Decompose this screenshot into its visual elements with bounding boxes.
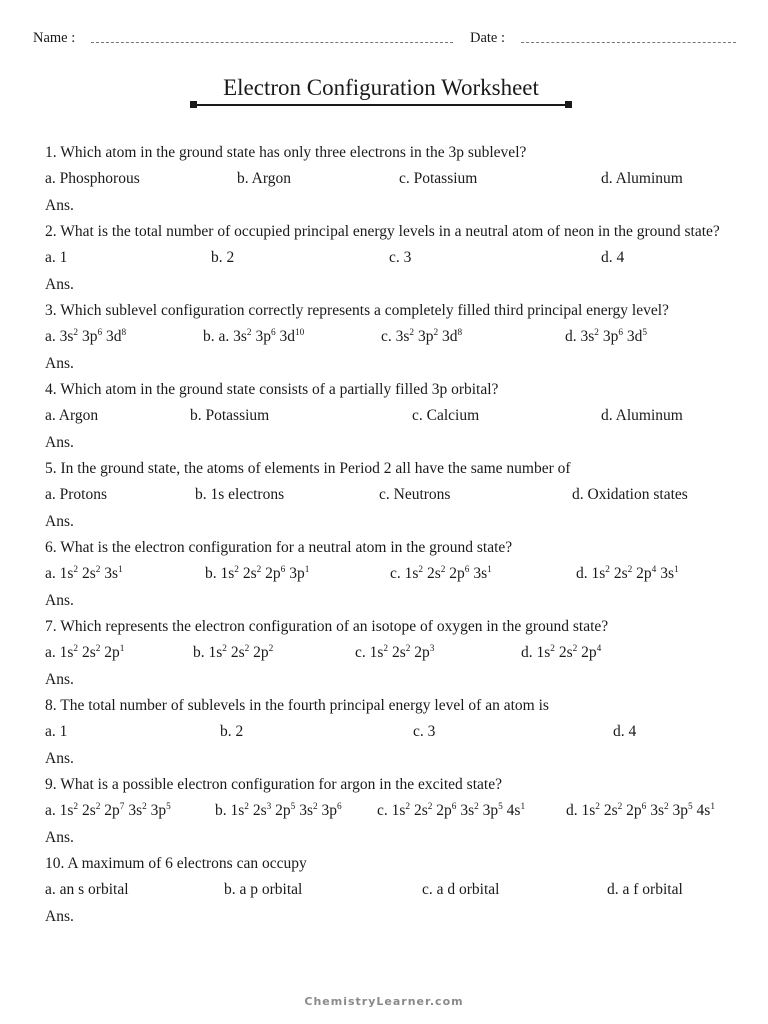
option-b[interactable]: b. a p orbital <box>224 881 303 898</box>
option-a[interactable]: a. Argon <box>45 407 99 424</box>
question-text: 6. What is the electron configuration for a neutral atom in the ground state? <box>45 539 513 556</box>
option-d[interactable]: d. Aluminum <box>601 407 683 424</box>
question-text: 2. What is the total number of occupied principal energy levels in a neutral atom of neon in the ground state? <box>45 223 720 240</box>
option-d[interactable]: d. Oxidation states <box>572 486 688 503</box>
options-row <box>45 328 740 348</box>
title-block <box>190 74 572 110</box>
question-8 <box>45 696 740 768</box>
question-1 <box>45 143 740 215</box>
option-d[interactable]: d. 4 <box>601 249 625 266</box>
options-row <box>45 170 740 190</box>
options-row <box>45 723 740 743</box>
option-b[interactable]: b. 2 <box>220 723 244 740</box>
answer-label: Ans. <box>45 513 74 530</box>
question-9 <box>45 775 740 847</box>
option-d[interactable]: d. a f orbital <box>607 881 683 898</box>
footer-brand: ChemistryLearner.com <box>304 995 464 1008</box>
option-a[interactable]: a. $1s^2$ $2s^2$ $2p^1$ <box>45 643 125 661</box>
option-c[interactable]: c. a d orbital <box>422 881 500 898</box>
title-underline <box>194 104 566 106</box>
question-10 <box>45 854 740 926</box>
question-list <box>45 143 740 933</box>
answer-label: Ans. <box>45 750 74 767</box>
answer-label: Ans. <box>45 355 74 372</box>
question-2 <box>45 222 740 294</box>
question-5 <box>45 459 740 531</box>
option-a[interactable]: a. 1 <box>45 249 68 266</box>
option-b[interactable]: b. a. $3s^2$ $3p^6$ $3d^{10}$ <box>203 327 305 345</box>
answer-label: Ans. <box>45 829 74 846</box>
options-row <box>45 407 740 427</box>
option-a[interactable]: a. $1s^2$ $2s^2$ $2p^7$ $3s^2$ $3p^5$ <box>45 801 171 819</box>
name-label: Name : <box>33 30 76 46</box>
option-c[interactable]: c. Neutrons <box>379 486 451 503</box>
date-field[interactable] <box>521 42 736 43</box>
question-7 <box>45 617 740 689</box>
underline-endcap-left <box>190 101 197 108</box>
option-c[interactable]: c. 3 <box>389 249 412 266</box>
answer-label: Ans. <box>45 434 74 451</box>
answer-label: Ans. <box>45 276 74 293</box>
option-a[interactable]: a. Protons <box>45 486 107 503</box>
question-text: 9. What is a possible electron configuration for argon in the excited state? <box>45 776 502 793</box>
option-c[interactable]: c. Calcium <box>412 407 480 424</box>
question-4 <box>45 380 740 452</box>
question-text: 1. Which atom in the ground state has only three electrons in the 3p sublevel? <box>45 144 527 161</box>
option-c[interactable]: c. 3 <box>413 723 436 740</box>
option-d[interactable]: d. Aluminum <box>601 170 683 187</box>
page-title: Electron Configuration Worksheet <box>223 75 539 100</box>
option-b[interactable]: b. Potassium <box>190 407 270 424</box>
option-b[interactable]: b. $1s^2$ $2s^3$ $2p^5$ $3s^2$ $3p^6$ <box>215 801 342 819</box>
option-c[interactable]: c. $3s^2$ $3p^2$ $3d^8$ <box>381 327 463 345</box>
question-text: 8. The total number of sublevels in the fourth principal energy level of an atom is <box>45 697 549 714</box>
options-row <box>45 486 740 506</box>
option-a[interactable]: a. an s orbital <box>45 881 129 898</box>
option-b[interactable]: b. 2 <box>211 249 235 266</box>
option-b[interactable]: b. $1s^2$ $2s^2$ $2p^6$ $3p^1$ <box>205 564 310 582</box>
question-text: 5. In the ground state, the atoms of elements in Period 2 all have the same number of <box>45 460 571 477</box>
options-row <box>45 249 740 269</box>
question-text: 3. Which sublevel configuration correctly represents a completely filled third principal energy level? <box>45 302 669 319</box>
options-row <box>45 565 740 585</box>
option-d[interactable]: d. $3s^2$ $3p^6$ $3d^5$ <box>565 327 648 345</box>
option-b[interactable]: b. Argon <box>237 170 291 187</box>
option-b[interactable]: b. $1s^2$ $2s^2$ $2p^2$ <box>193 643 274 661</box>
question-3 <box>45 301 740 373</box>
option-c[interactable]: c. $1s^2$ $2s^2$ $2p^3$ <box>355 643 435 661</box>
option-c[interactable]: c. $1s^2$ $2s^2$ $2p^6$ $3s^1$ <box>390 564 492 582</box>
option-a[interactable]: a. $1s^2$ $2s^2$ $3s^1$ <box>45 564 123 582</box>
options-row <box>45 644 740 664</box>
question-6 <box>45 538 740 610</box>
header <box>33 30 738 52</box>
question-text: 7. Which represents the electron configuration of an isotope of oxygen in the ground state? <box>45 618 609 635</box>
date-label: Date : <box>470 30 506 46</box>
option-d[interactable]: d. $1s^2$ $2s^2$ $2p^4$ <box>521 643 602 661</box>
option-d[interactable]: d. $1s^2$ $2s^2$ $2p^6$ $3s^2$ $3p^5$ $4s^1$ <box>566 801 715 819</box>
option-b[interactable]: b. 1s electrons <box>195 486 285 503</box>
answer-label: Ans. <box>45 671 74 688</box>
options-row <box>45 802 740 822</box>
answer-label: Ans. <box>45 197 74 214</box>
option-d[interactable]: d. 4 <box>613 723 637 740</box>
name-field[interactable] <box>91 42 453 43</box>
underline-endcap-right <box>565 101 572 108</box>
answer-label: Ans. <box>45 908 74 925</box>
options-row <box>45 881 740 901</box>
option-c[interactable]: c. $1s^2$ $2s^2$ $2p^6$ $3s^2$ $3p^5$ $4s^1$ <box>377 801 526 819</box>
question-text: 10. A maximum of 6 electrons can occupy <box>45 855 307 872</box>
option-a[interactable]: a. Phosphorous <box>45 170 140 187</box>
option-a[interactable]: a. $3s^2$ $3p^6$ $3d^8$ <box>45 327 127 345</box>
option-a[interactable]: a. 1 <box>45 723 68 740</box>
option-d[interactable]: d. $1s^2$ $2s^2$ $2p^4$ $3s^1$ <box>576 564 679 582</box>
question-text: 4. Which atom in the ground state consists of a partially filled 3p orbital? <box>45 381 499 398</box>
option-c[interactable]: c. Potassium <box>399 170 478 187</box>
answer-label: Ans. <box>45 592 74 609</box>
